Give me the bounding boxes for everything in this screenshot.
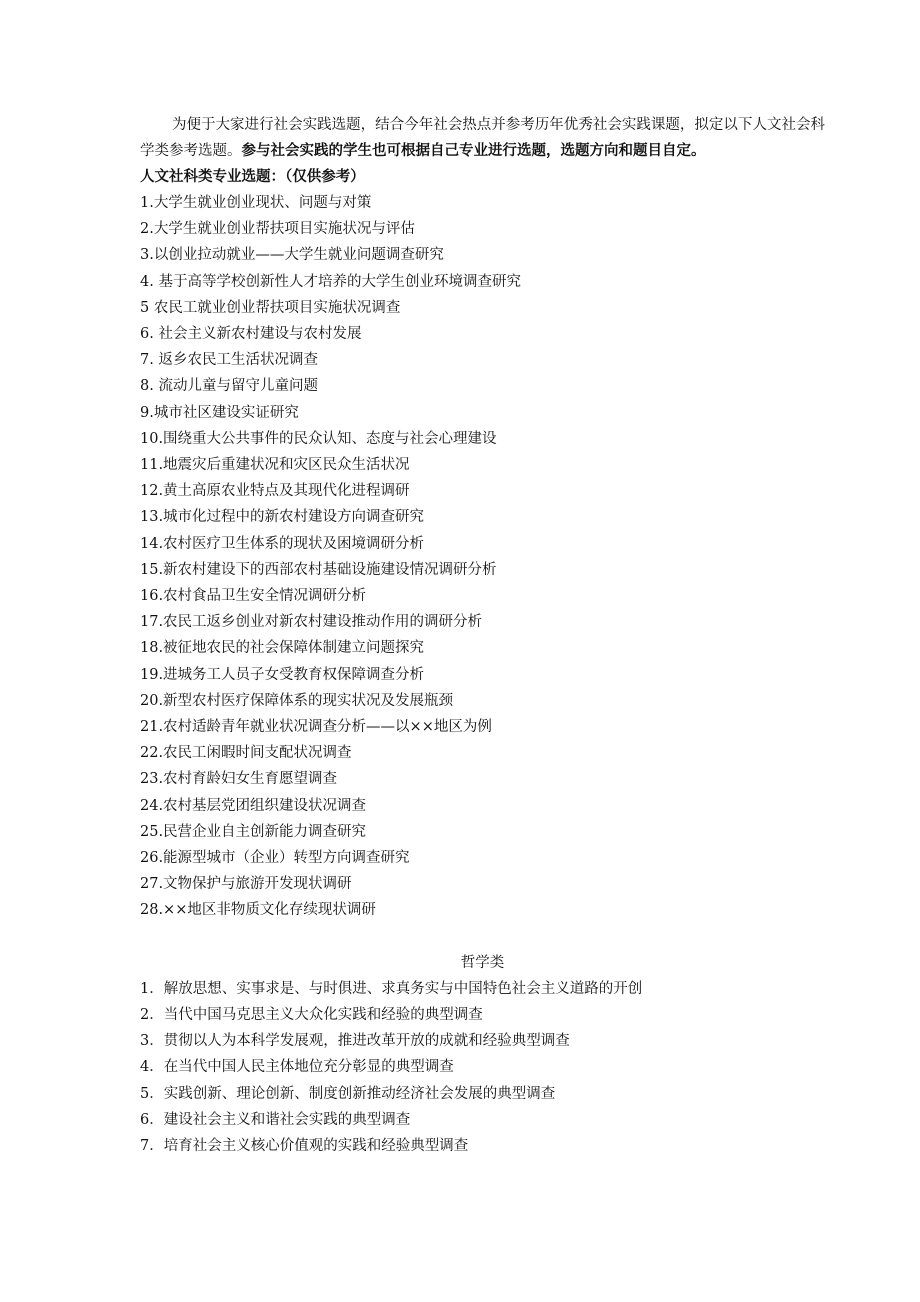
philosophy-section-title: 哲学类 — [460, 954, 505, 971]
list-item: 23.农村育龄妇女生育愿望调查 — [140, 771, 338, 788]
list-item: 3．贯彻以人为本科学发展观，推进改革开放的成就和经验典型调查 — [140, 1033, 570, 1050]
list-item: 6. 社会主义新农村建设与农村发展 — [140, 326, 362, 343]
intro-paragraph — [140, 112, 825, 164]
document-page — [140, 112, 825, 1159]
list-item: 7．培育社会主义核心价值观的实践和经验典型调查 — [140, 1137, 469, 1154]
list-item: 26.能源型城市（企业）转型方向调查研究 — [140, 850, 410, 867]
list-item: 4．在当代中国人民主体地位充分彰显的典型调查 — [140, 1059, 454, 1076]
humanities-heading: 人文社科类专业选题：（仅供参考） — [140, 168, 365, 185]
list-item: 6．建设社会主义和谐社会实践的典型调查 — [140, 1111, 411, 1128]
list-item: 1．解放思想、实事求是、与时俱进、求真务实与中国特色社会主义道路的开创 — [140, 980, 643, 997]
list-item: 27.文物保护与旅游开发现状调研 — [140, 876, 352, 893]
list-item: 1.大学生就业创业现状、问题与对策 — [140, 195, 372, 211]
list-item: 13.城市化过程中的新农村建设方向调查研究 — [140, 509, 425, 526]
list-item: 16.农村食品卫生安全情况调研分析 — [140, 588, 367, 605]
list-item: 9.城市社区建设实证研究 — [140, 404, 299, 421]
humanities-topic-list — [140, 190, 825, 924]
list-item: 2.大学生就业创业帮扶项目实施状况与评估 — [140, 221, 415, 238]
list-item: 4. 基于高等学校创新性人才培养的大学生创业环境调查研究 — [140, 273, 521, 290]
list-item: 15.新农村建设下的西部农村基础设施建设情况调研分析 — [140, 561, 497, 578]
list-item: 11.地震灾后重建状况和灾区民众生活状况 — [140, 457, 410, 474]
philosophy-topic-list — [140, 976, 825, 1159]
list-item: 5．实践创新、理论创新、制度创新推动经济社会发展的典型调查 — [140, 1085, 556, 1102]
list-item: 10.围绕重大公共事件的民众认知、态度与社会心理建设 — [140, 430, 497, 447]
list-item: 28.××地区非物质文化存续现状调研 — [140, 902, 376, 919]
list-item: 5 农民工就业创业帮扶项目实施状况调查 — [140, 299, 401, 316]
list-item: 22.农民工闲暇时间支配状况调查 — [140, 745, 352, 762]
list-item: 8. 流动儿童与留守儿童问题 — [140, 378, 318, 395]
list-item: 21.农村适龄青年就业状况调查分析——以××地区为例 — [140, 719, 492, 736]
list-item: 24.农村基层党团组织建设状况调查 — [140, 797, 367, 814]
list-item: 7. 返乡农民工生活状况调查 — [140, 352, 318, 369]
list-item: 20.新型农村医疗保障体系的现实状况及发展瓶颈 — [140, 692, 454, 709]
list-item: 2．当代中国马克思主义大众化实践和经验的典型调查 — [140, 1006, 483, 1023]
list-item: 19.进城务工人员子女受教育权保障调查分析 — [140, 666, 425, 683]
list-item: 25.民营企业自主创新能力调查研究 — [140, 823, 367, 840]
list-item: 12.黄土高原农业特点及其现代化进程调研 — [140, 483, 410, 500]
list-item: 14.农村医疗卫生体系的现状及困境调研分析 — [140, 535, 425, 552]
intro-bold-text: 参与社会实践的学生也可根据自己专业进行选题，选题方向和题目自定。 — [241, 142, 706, 159]
list-item: 3.以创业拉动就业——大学生就业问题调查研究 — [140, 247, 444, 264]
intro-normal-text: 为便于大家进行社会实践选题，结合今年社会热点并参考历年优秀社会实践课题，拟定以下人文社会科学类参考选题。 — [140, 117, 825, 159]
list-item: 18.被征地农民的社会保障体制建立问题探究 — [140, 640, 425, 657]
list-item: 17.农民工返乡创业对新农村建设推动作用的调研分析 — [140, 614, 483, 631]
